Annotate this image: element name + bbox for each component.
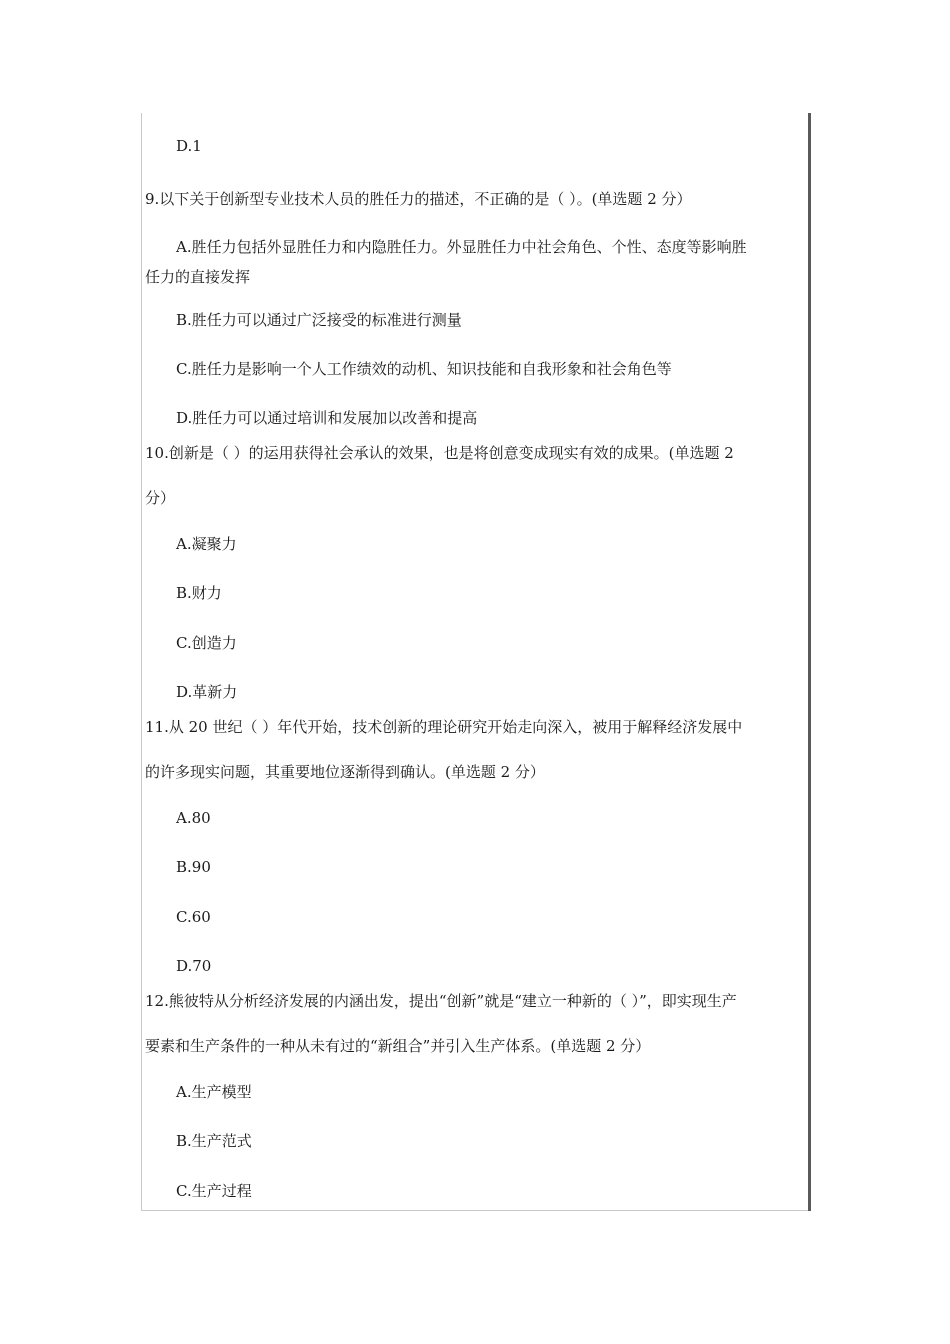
document-frame-right-border xyxy=(808,113,811,1211)
question-11-text-cont: 的许多现实问题，其重要地位逐渐得到确认。(单选题 2 分） xyxy=(145,763,545,781)
question-12-option-c: C.生产过程 xyxy=(176,1182,252,1200)
question-11-option-d: D.70 xyxy=(176,957,212,975)
question-11-option-b: B.90 xyxy=(176,858,211,876)
question-12-option-b: B.生产范式 xyxy=(176,1132,252,1150)
question-12-option-a: A.生产模型 xyxy=(176,1083,252,1101)
question-12-text-cont: 要素和生产条件的一种从未有过的“新组合”并引入生产体系。(单选题 2 分） xyxy=(145,1037,651,1055)
question-9-option-a-cont: 任力的直接发挥 xyxy=(145,268,251,286)
question-10-text-cont: 分） xyxy=(145,489,176,507)
question-10-text: 10.创新是（ ）的运用获得社会承认的效果，也是将创意变成现实有效的成果。(单选题 2 xyxy=(145,444,734,462)
question-9-text: 9.以下关于创新型专业技术人员的胜任力的描述，不正确的是（ ）。(单选题 2 分） xyxy=(145,190,692,208)
question-10-option-c: C.创造力 xyxy=(176,634,237,652)
question-12-text: 12.熊彼特从分析经济发展的内涵出发，提出“创新”就是“建立一种新的（ ）”，即实现生产 xyxy=(145,992,737,1010)
question-9-option-b: B.胜任力可以通过广泛接受的标准进行测量 xyxy=(176,311,462,329)
question-9-option-d: D.胜任力可以通过培训和发展加以改善和提高 xyxy=(176,409,478,427)
question-9-option-a: A.胜任力包括外显胜任力和内隐胜任力。外显胜任力中社会角色、个性、态度等影响胜 xyxy=(176,238,747,256)
question-11-option-c: C.60 xyxy=(176,908,211,926)
question-9-option-c: C.胜任力是影响一个人工作绩效的动机、知识技能和自我形象和社会角色等 xyxy=(176,360,672,378)
option-d-prev: D.1 xyxy=(176,137,202,155)
question-11-text: 11.从 20 世纪（ ）年代开始，技术创新的理论研究开始走向深入，被用于解释经济发展中 xyxy=(145,718,743,736)
question-10-option-a: A.凝聚力 xyxy=(176,535,237,553)
question-11-option-a: A.80 xyxy=(176,809,211,827)
question-10-option-b: B.财力 xyxy=(176,584,222,602)
question-10-option-d: D.革新力 xyxy=(176,683,238,701)
